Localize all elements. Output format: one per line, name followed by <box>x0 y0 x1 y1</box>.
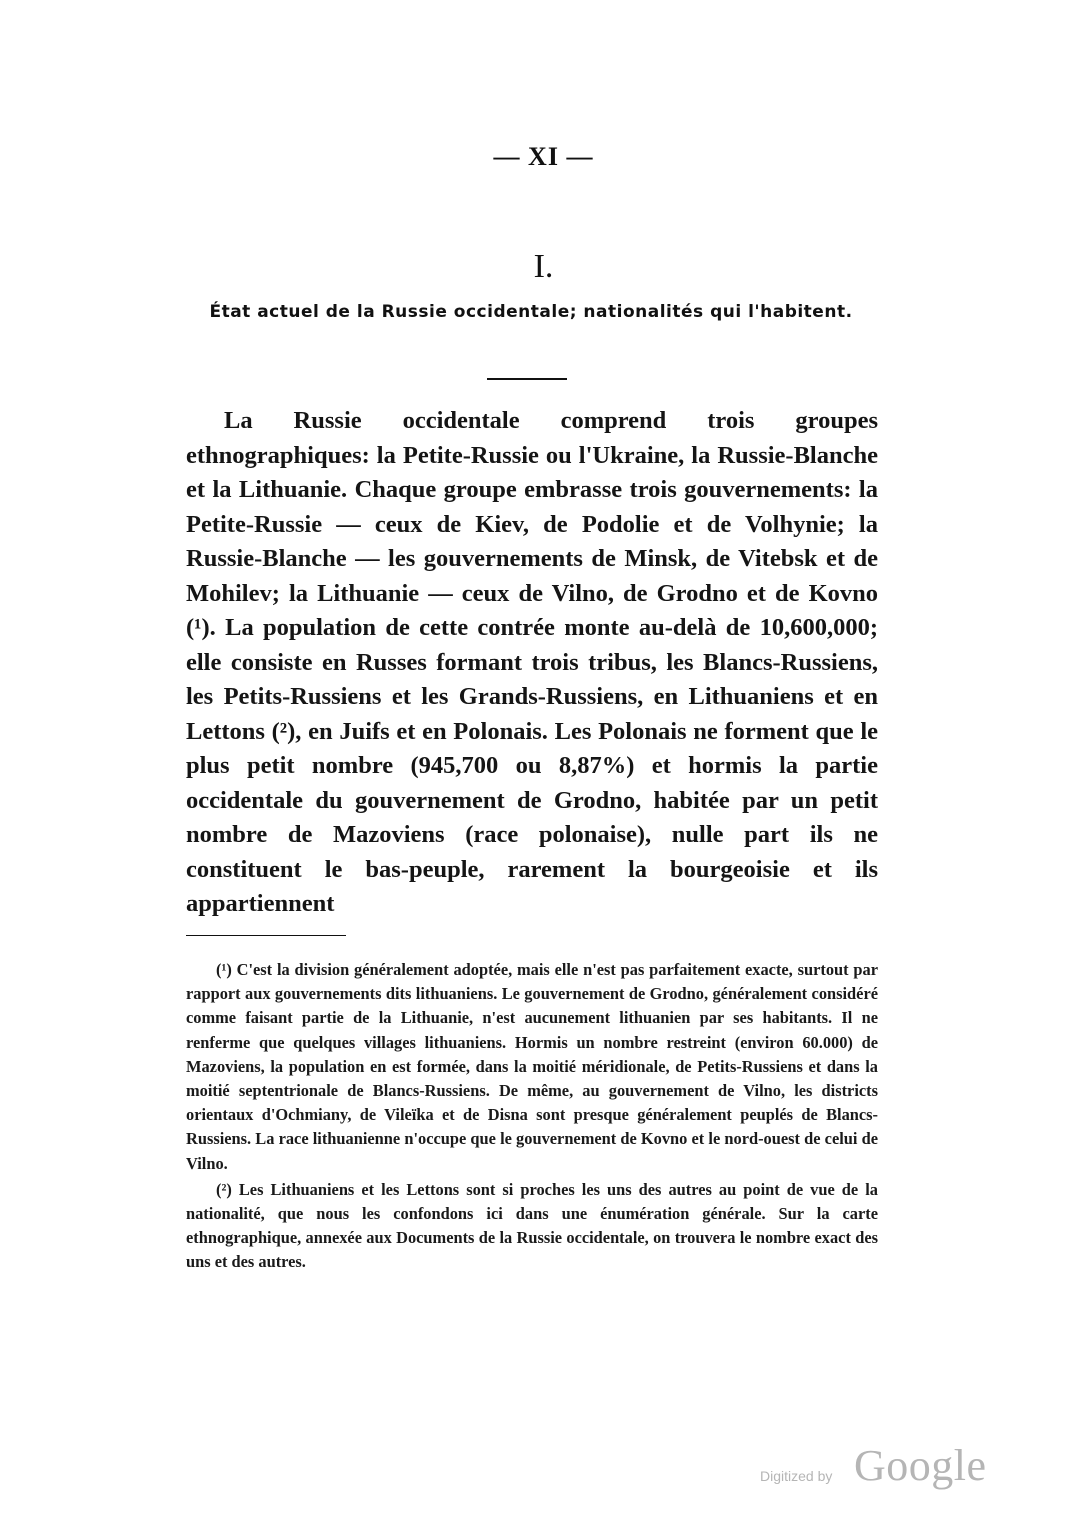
digitized-by-label: Digitized by <box>760 1468 833 1484</box>
section-title: État actuel de la Russie occidentale; nationalités qui l'habitent. <box>209 302 853 322</box>
section-numeral: I. <box>533 248 554 285</box>
page-number: — XI — <box>493 142 594 171</box>
google-watermark <box>760 1440 1020 1500</box>
body-paragraph: La Russie occidentale comprend trois groupes ethnographiques: la Petite-Russie ou l'Ukraine, la Russie-Blanche et la Lithuanie. Chaque groupe embrasse trois gouvernements: la Petite-Russie — ceux de Kiev, de Podolie et de Volhynie; la Russie-Blanche — les gouvernements de Minsk, de Vitebsk et de Mohilev; la Lithuanie — ceux de Vilno, de Grodno et de Kovno (¹). La population de cette contrée monte au-delà de 10,600,000; elle consiste en Russes formant trois tribus, les Blancs-Russiens, les Petits-Russiens et les Grands-Russiens, en Lithuaniens et en Lettons (²), en Juifs et en Polonais. Les Polonais ne forment que le plus petit nombre (945,700 ou 8,87%) et hormis la partie occidentale du gouvernement de Grodno, habitée par un petit nombre de Mazoviens (race polonaise), nulle part ils ne constituent le bas-peuple, rarement la bourgeoisie et ils appartiennent <box>186 407 878 917</box>
title-divider <box>487 378 567 380</box>
footnote-2: (²) Les Lithuaniens et les Lettons sont si proches les uns des autres au point de vue de la nationalité, que nous les confondons ici dans une énumération générale. Sur la carte ethnographique, annexée aux Documents de la Russie occidentale, on trouvera le nombre exact des uns et des autres. <box>186 1179 878 1272</box>
google-logo: Google <box>854 1441 987 1490</box>
footnote-1: (¹) C'est la division généralement adoptée, mais elle n'est pas parfaitement exacte, surtout par rapport aux gouvernements dits lithuaniens. Le gouvernement de Grodno, généralement considéré comme faisant partie de la Lithuanie, n'est aucunement lithuanien par ses habitants. Il ne renferme que quelques villages lithuaniens. Hormis un nombre restreint (environ 60.000) de Mazoviens, la population en est formée, dans la moitié méridionale, de Petits-Russiens et dans la moitié septentrionale de Blancs-Russiens. De même, au gouvernement de Vilno, les districts orientaux d'Ochmiany, de Vileïka et de Disna sont presque généralement peuplés de Blancs-Russiens. La race lithuanienne n'occupe que le gouvernement de Kovno et le nord-ouest de celui de Vilno. <box>186 960 878 1173</box>
footnote-divider <box>186 935 346 936</box>
footnotes <box>186 958 878 1277</box>
